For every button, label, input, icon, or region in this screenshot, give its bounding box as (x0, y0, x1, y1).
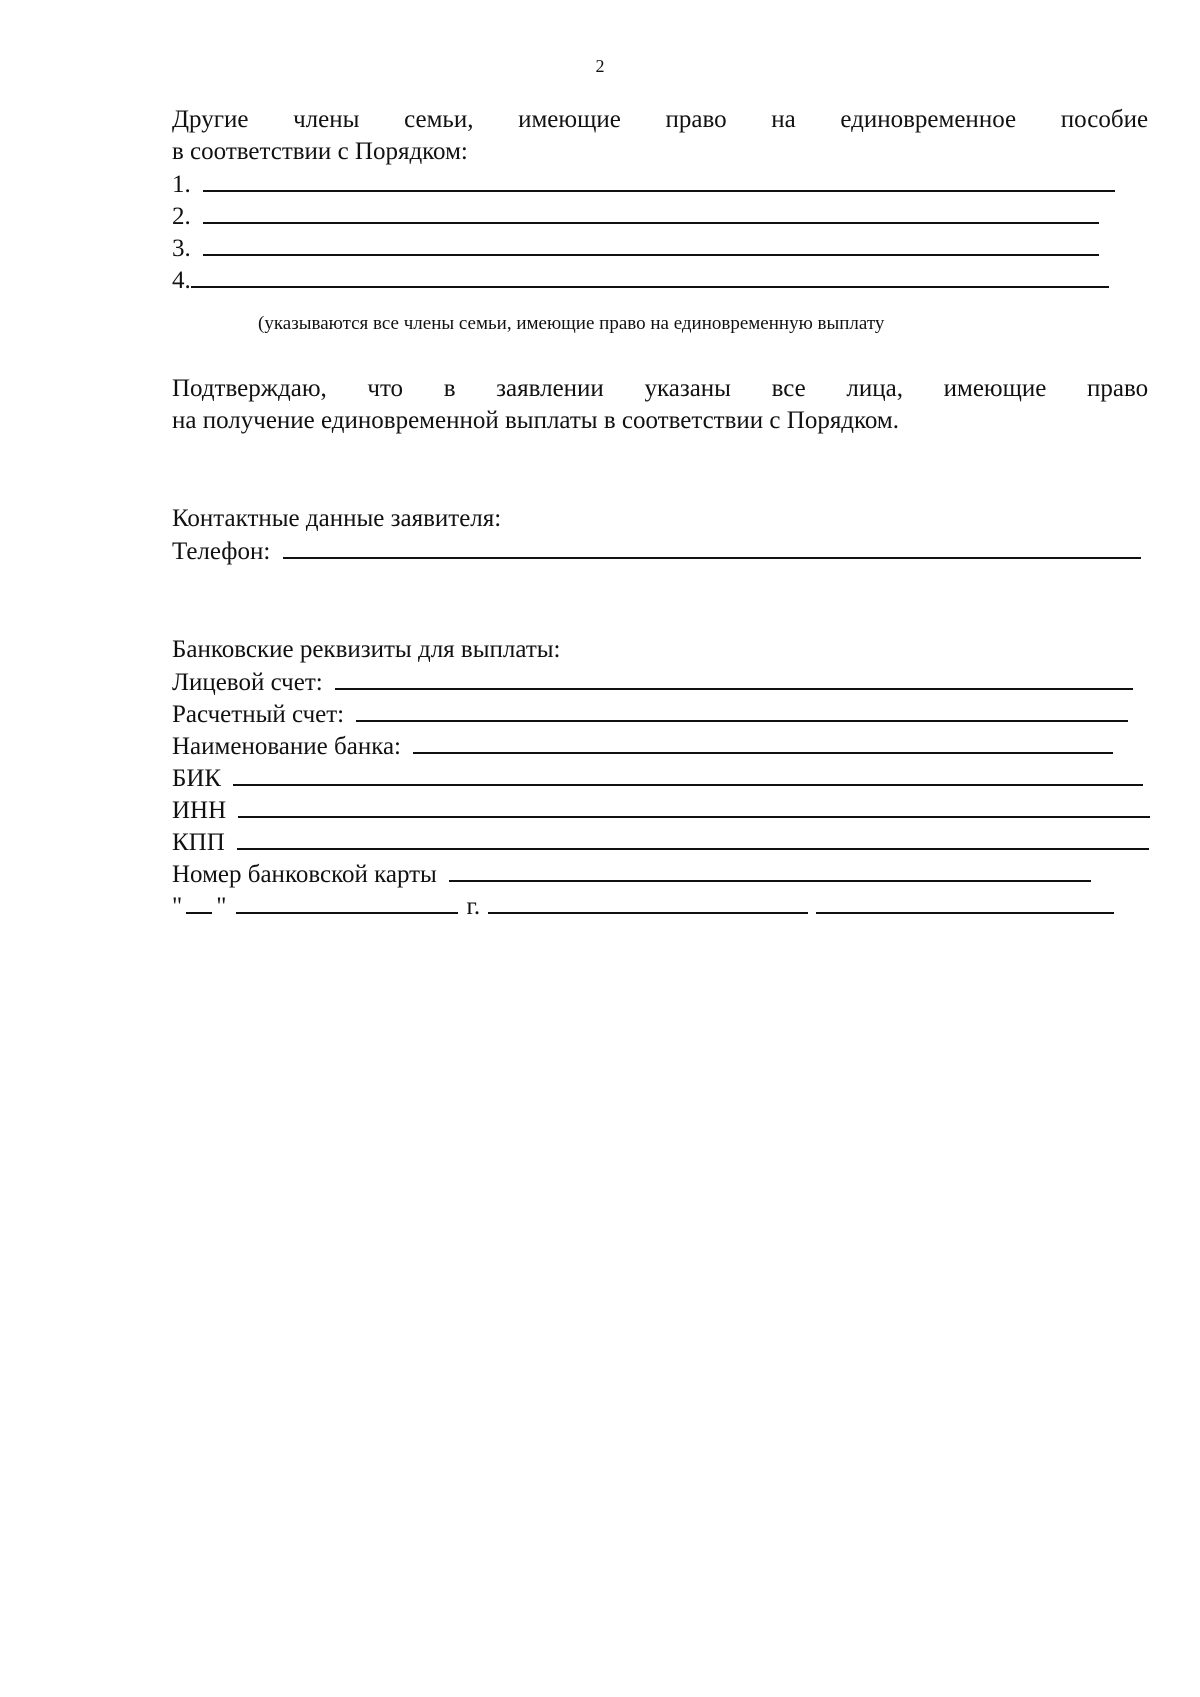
inn-label: ИНН (172, 797, 233, 824)
confirmation-section (172, 373, 1148, 437)
word: единовременное (840, 106, 1017, 133)
kpp-field[interactable] (237, 826, 1149, 850)
bik-label: БИК (172, 765, 228, 792)
bank-field-row (172, 858, 1148, 890)
contacts-section (172, 503, 1148, 567)
word: указаны (644, 375, 731, 402)
settlement-account-field[interactable] (356, 698, 1128, 722)
bank-field-row (172, 730, 1148, 762)
bank-field-row (172, 794, 1148, 826)
word: право (665, 106, 727, 133)
phone-row (172, 535, 1148, 567)
word: имеющие (943, 375, 1047, 402)
family-member-4-field[interactable] (191, 264, 1109, 288)
word: все (771, 375, 806, 402)
family-member-row-4 (172, 264, 1148, 296)
word: Другие (172, 106, 249, 133)
family-intro-line-2: в соответствии с Порядком: (172, 138, 468, 165)
settlement-account-label: Расчетный счет: (172, 701, 351, 728)
word: Подтверждаю, (172, 375, 327, 402)
bank-field-row (172, 698, 1148, 730)
confirmation-line-2: на получение единовременной выплаты в соответствии с Порядком. (172, 407, 900, 434)
word: заявлении (496, 375, 604, 402)
family-member-row-1 (172, 168, 1148, 200)
family-intro-line-1 (172, 104, 1148, 136)
family-member-number: 4. (172, 267, 191, 294)
family-member-3-field[interactable] (203, 232, 1099, 256)
contacts-heading: Контактные данные заявителя: (172, 505, 502, 532)
family-member-2-field[interactable] (203, 200, 1099, 224)
family-member-number: 3. (172, 235, 197, 262)
bank-name-label: Наименование банка: (172, 733, 408, 760)
confirmation-line-1 (172, 373, 1148, 405)
day-field[interactable] (186, 890, 212, 914)
bank-name-field[interactable] (413, 730, 1113, 754)
date-signature-row (172, 890, 1148, 922)
family-members-section (172, 104, 1148, 296)
signature-decoding-field[interactable] (816, 890, 1114, 914)
word: на (771, 106, 796, 133)
word: право (1086, 375, 1149, 402)
family-member-number: 1. (172, 171, 197, 198)
family-member-row-3 (172, 232, 1148, 264)
signature-field[interactable] (488, 890, 808, 914)
bik-field[interactable] (233, 762, 1143, 786)
family-members-note: (указываются все члены семьи, имеющие право на единовременную выплату (258, 313, 885, 334)
word: имеющие (518, 106, 621, 133)
bank-details-heading: Банковские реквизиты для выплаты: (172, 636, 561, 663)
word: что (367, 375, 404, 402)
word: лица, (846, 375, 903, 402)
month-field[interactable] (236, 890, 458, 914)
phone-label: Телефон: (172, 538, 277, 565)
card-number-label: Номер банковской карты (172, 861, 444, 888)
inn-field[interactable] (238, 794, 1150, 818)
bank-field-row (172, 666, 1148, 698)
date-close-quote: " (216, 893, 227, 920)
word: пособие (1060, 106, 1149, 133)
card-number-field[interactable] (449, 858, 1091, 882)
kpp-label: КПП (172, 829, 232, 856)
word: члены (293, 106, 360, 133)
word: семьи, (404, 106, 474, 133)
family-member-row-2 (172, 200, 1148, 232)
page-number: 2 (595, 56, 605, 76)
bank-field-row (172, 826, 1148, 858)
year-suffix: г. (466, 893, 481, 920)
word: в (443, 375, 456, 402)
bank-field-row (172, 762, 1148, 794)
personal-account-label: Лицевой счет: (172, 669, 329, 696)
personal-account-field[interactable] (335, 666, 1133, 690)
family-member-number: 2. (172, 203, 197, 230)
phone-field[interactable] (283, 535, 1141, 559)
family-member-1-field[interactable] (203, 168, 1115, 192)
date-open-quote: " (172, 893, 183, 920)
bank-details-section (172, 634, 1148, 922)
